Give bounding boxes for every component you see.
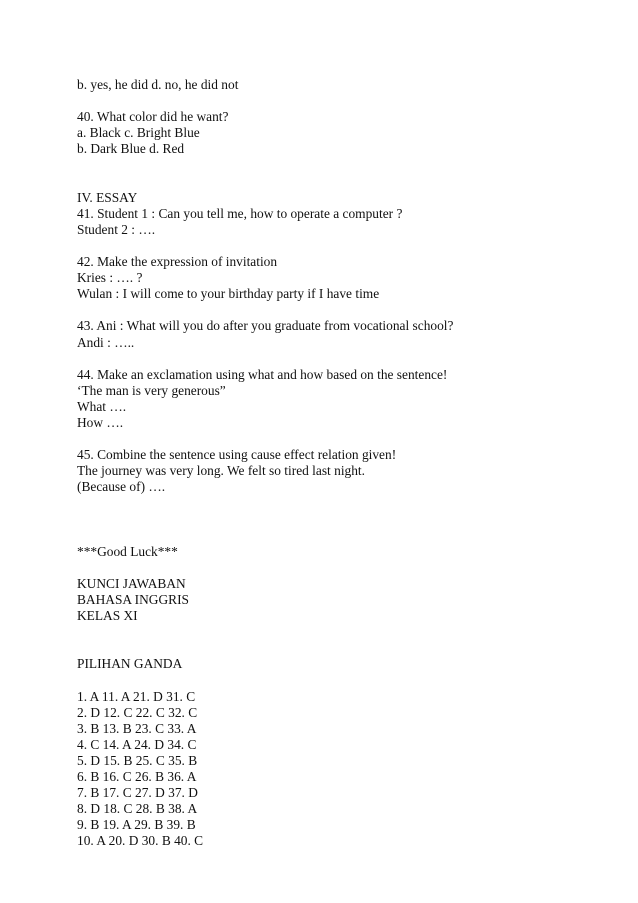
paragraph-gap xyxy=(77,302,597,318)
q42-line-2: Kries : …. ? xyxy=(77,270,143,286)
answer-key-title-1: KUNCI JAWABAN xyxy=(77,575,186,591)
q40-options-line-2: b. Dark Blue d. Red xyxy=(77,141,185,157)
q43-question: 43. Ani : What will you do after you graduate from vocational school? xyxy=(77,318,454,334)
answer-key-row: 3. B 13. B 23. C 33. A xyxy=(77,720,197,736)
paragraph-gap xyxy=(77,93,597,109)
answer-key-row: 8. D 18. C 28. B 38. A xyxy=(77,801,198,817)
answer-key-title-2: BAHASA INGGRIS xyxy=(77,592,189,607)
answer-key-row: 5. D 15. B 25. C 35. B xyxy=(77,752,198,768)
q45-line-3: (Because of) …. xyxy=(77,479,166,495)
q44-line-2: ‘The man is very generous” xyxy=(77,382,226,398)
paragraph-gap xyxy=(77,640,597,656)
essay-heading: IV. ESSAY xyxy=(77,189,138,205)
document-body xyxy=(77,77,597,850)
paragraph-gap xyxy=(77,512,597,528)
q44-question: 44. Make an exclamation using what and how based on the sentence! xyxy=(77,366,448,382)
q40-options-line-1: a. Black c. Bright Blue xyxy=(77,125,200,141)
paragraph-gap xyxy=(77,238,597,254)
answer-key-row: 9. B 19. A 29. B 39. B xyxy=(77,817,196,833)
answer-key-row: 6. B 16. C 26. B 36. A xyxy=(77,769,197,785)
paragraph-gap xyxy=(77,351,597,367)
q41-question: 41. Student 1 : Can you tell me, how to operate a computer ? xyxy=(77,205,403,221)
answer-key-title-3: KELAS XI xyxy=(77,608,138,624)
q44-line-4: How …. xyxy=(77,414,124,430)
answer-key-row: 2. D 12. C 22. C 32. C xyxy=(77,704,198,720)
paragraph-gap xyxy=(77,157,597,173)
q44-line-3: What …. xyxy=(77,398,127,414)
good-luck-text: ***Good Luck*** xyxy=(77,543,178,559)
answer-key-row: 7. B 17. C 27. D 37. D xyxy=(77,785,198,801)
answer-key-section-heading: PILIHAN GANDA xyxy=(77,656,183,672)
q40-question: 40. What color did he want? xyxy=(77,109,229,125)
q42-line-3: Wulan : I will come to your birthday party if I have time xyxy=(77,286,380,302)
paragraph-gap xyxy=(77,528,597,544)
q42-question: 42. Make the expression of invitation xyxy=(77,254,278,270)
q43-line-2: Andi : ….. xyxy=(77,334,135,350)
answer-key-row: 10. A 20. D 30. B 40. C xyxy=(77,833,204,849)
paragraph-gap xyxy=(77,174,597,190)
answer-key-row: 4. C 14. A 24. D 34. C xyxy=(77,736,197,752)
q45-question: 45. Combine the sentence using cause effect relation given! xyxy=(77,447,397,463)
paragraph-gap xyxy=(77,495,597,511)
paragraph-gap xyxy=(77,431,597,447)
q45-line-2: The journey was very long. We felt so tired last night. xyxy=(77,463,365,479)
paragraph-gap xyxy=(77,624,597,640)
answer-key-row: 1. A 11. A 21. D 31. C xyxy=(77,688,196,704)
q41-line-2: Student 2 : …. xyxy=(77,221,156,237)
paragraph-gap xyxy=(77,672,597,688)
paragraph-gap xyxy=(77,560,597,576)
q39-options-line: b. yes, he did d. no, he did not xyxy=(77,77,239,92)
